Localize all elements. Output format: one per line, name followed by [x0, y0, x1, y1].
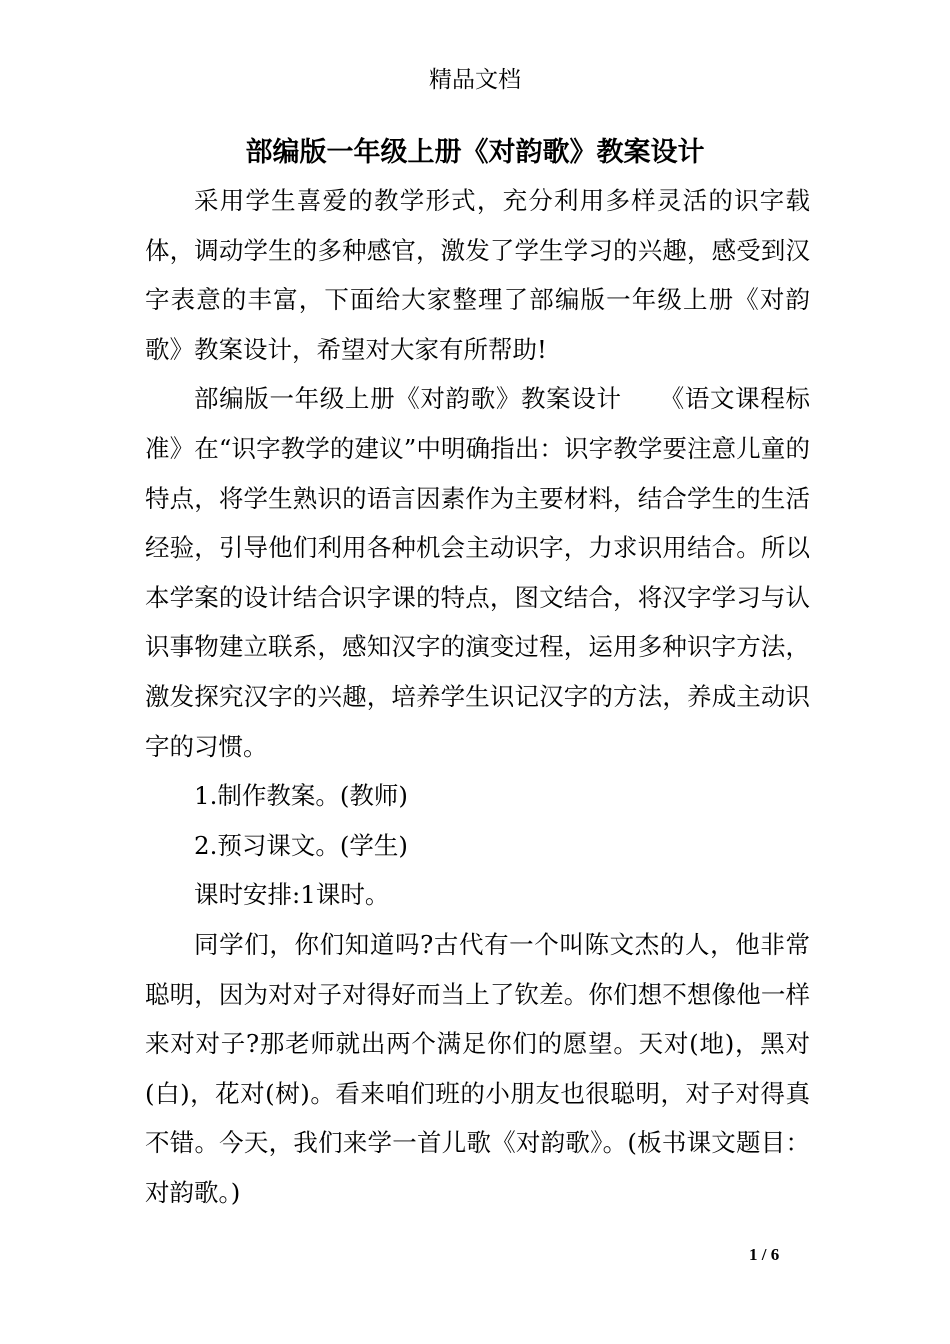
page-number: 1 / 6	[749, 1245, 780, 1264]
list-item-prep-student: 2.预习课文。(学生)	[194, 830, 408, 860]
list-item-prep-teacher: 1.制作教案。(教师)	[194, 781, 408, 811]
paragraph-lesson-intro: 同学们，你们知道吗?古代有一个叫陈文杰的人，他非常聪明，因为对对子对得好而当上了钦差。你们想不想像他一样来对对子?那老师就出两个满足你们的愿望。天对(地)，黑对(白)，花对(树)。看来咱们班的小朋友也很聪明，对子对得真不错。今天，我们来学一首儿歌《对韵歌》。(板书课文题目：对韵歌。)	[145, 929, 810, 1207]
document-body	[145, 176, 810, 1217]
paragraph-schedule: 课时安排:1课时。	[194, 880, 390, 910]
paragraph-intro: 采用学生喜爱的教学形式，充分利用多样灵活的识字载体，调动学生的多种感官，激发了学生学习的兴趣，感受到汉字表意的丰富，下面给大家整理了部编版一年级上册《对韵歌》教案设计，希望对大家有所帮助!	[145, 186, 810, 364]
paragraph-design-rationale: 部编版一年级上册《对韵歌》教案设计 《语文课程标准》在“识字教学的建议”中明确指出：识字教学要注意儿童的特点，将学生熟识的语言因素作为主要材料，结合学生的生活经验，引导他们利用各种机会主动识字，力求识用结合。所以本学案的设计结合识字课的特点，图文结合，将汉字学习与认识事物建立联系，感知汉字的演变过程，运用多种识字方法，激发探究汉字的兴趣，培养学生识记汉字的方法，养成主动识字的习惯。	[145, 384, 810, 761]
page-header: 精品文档	[429, 67, 521, 93]
document-title: 部编版一年级上册《对韵歌》教案设计	[245, 137, 705, 168]
